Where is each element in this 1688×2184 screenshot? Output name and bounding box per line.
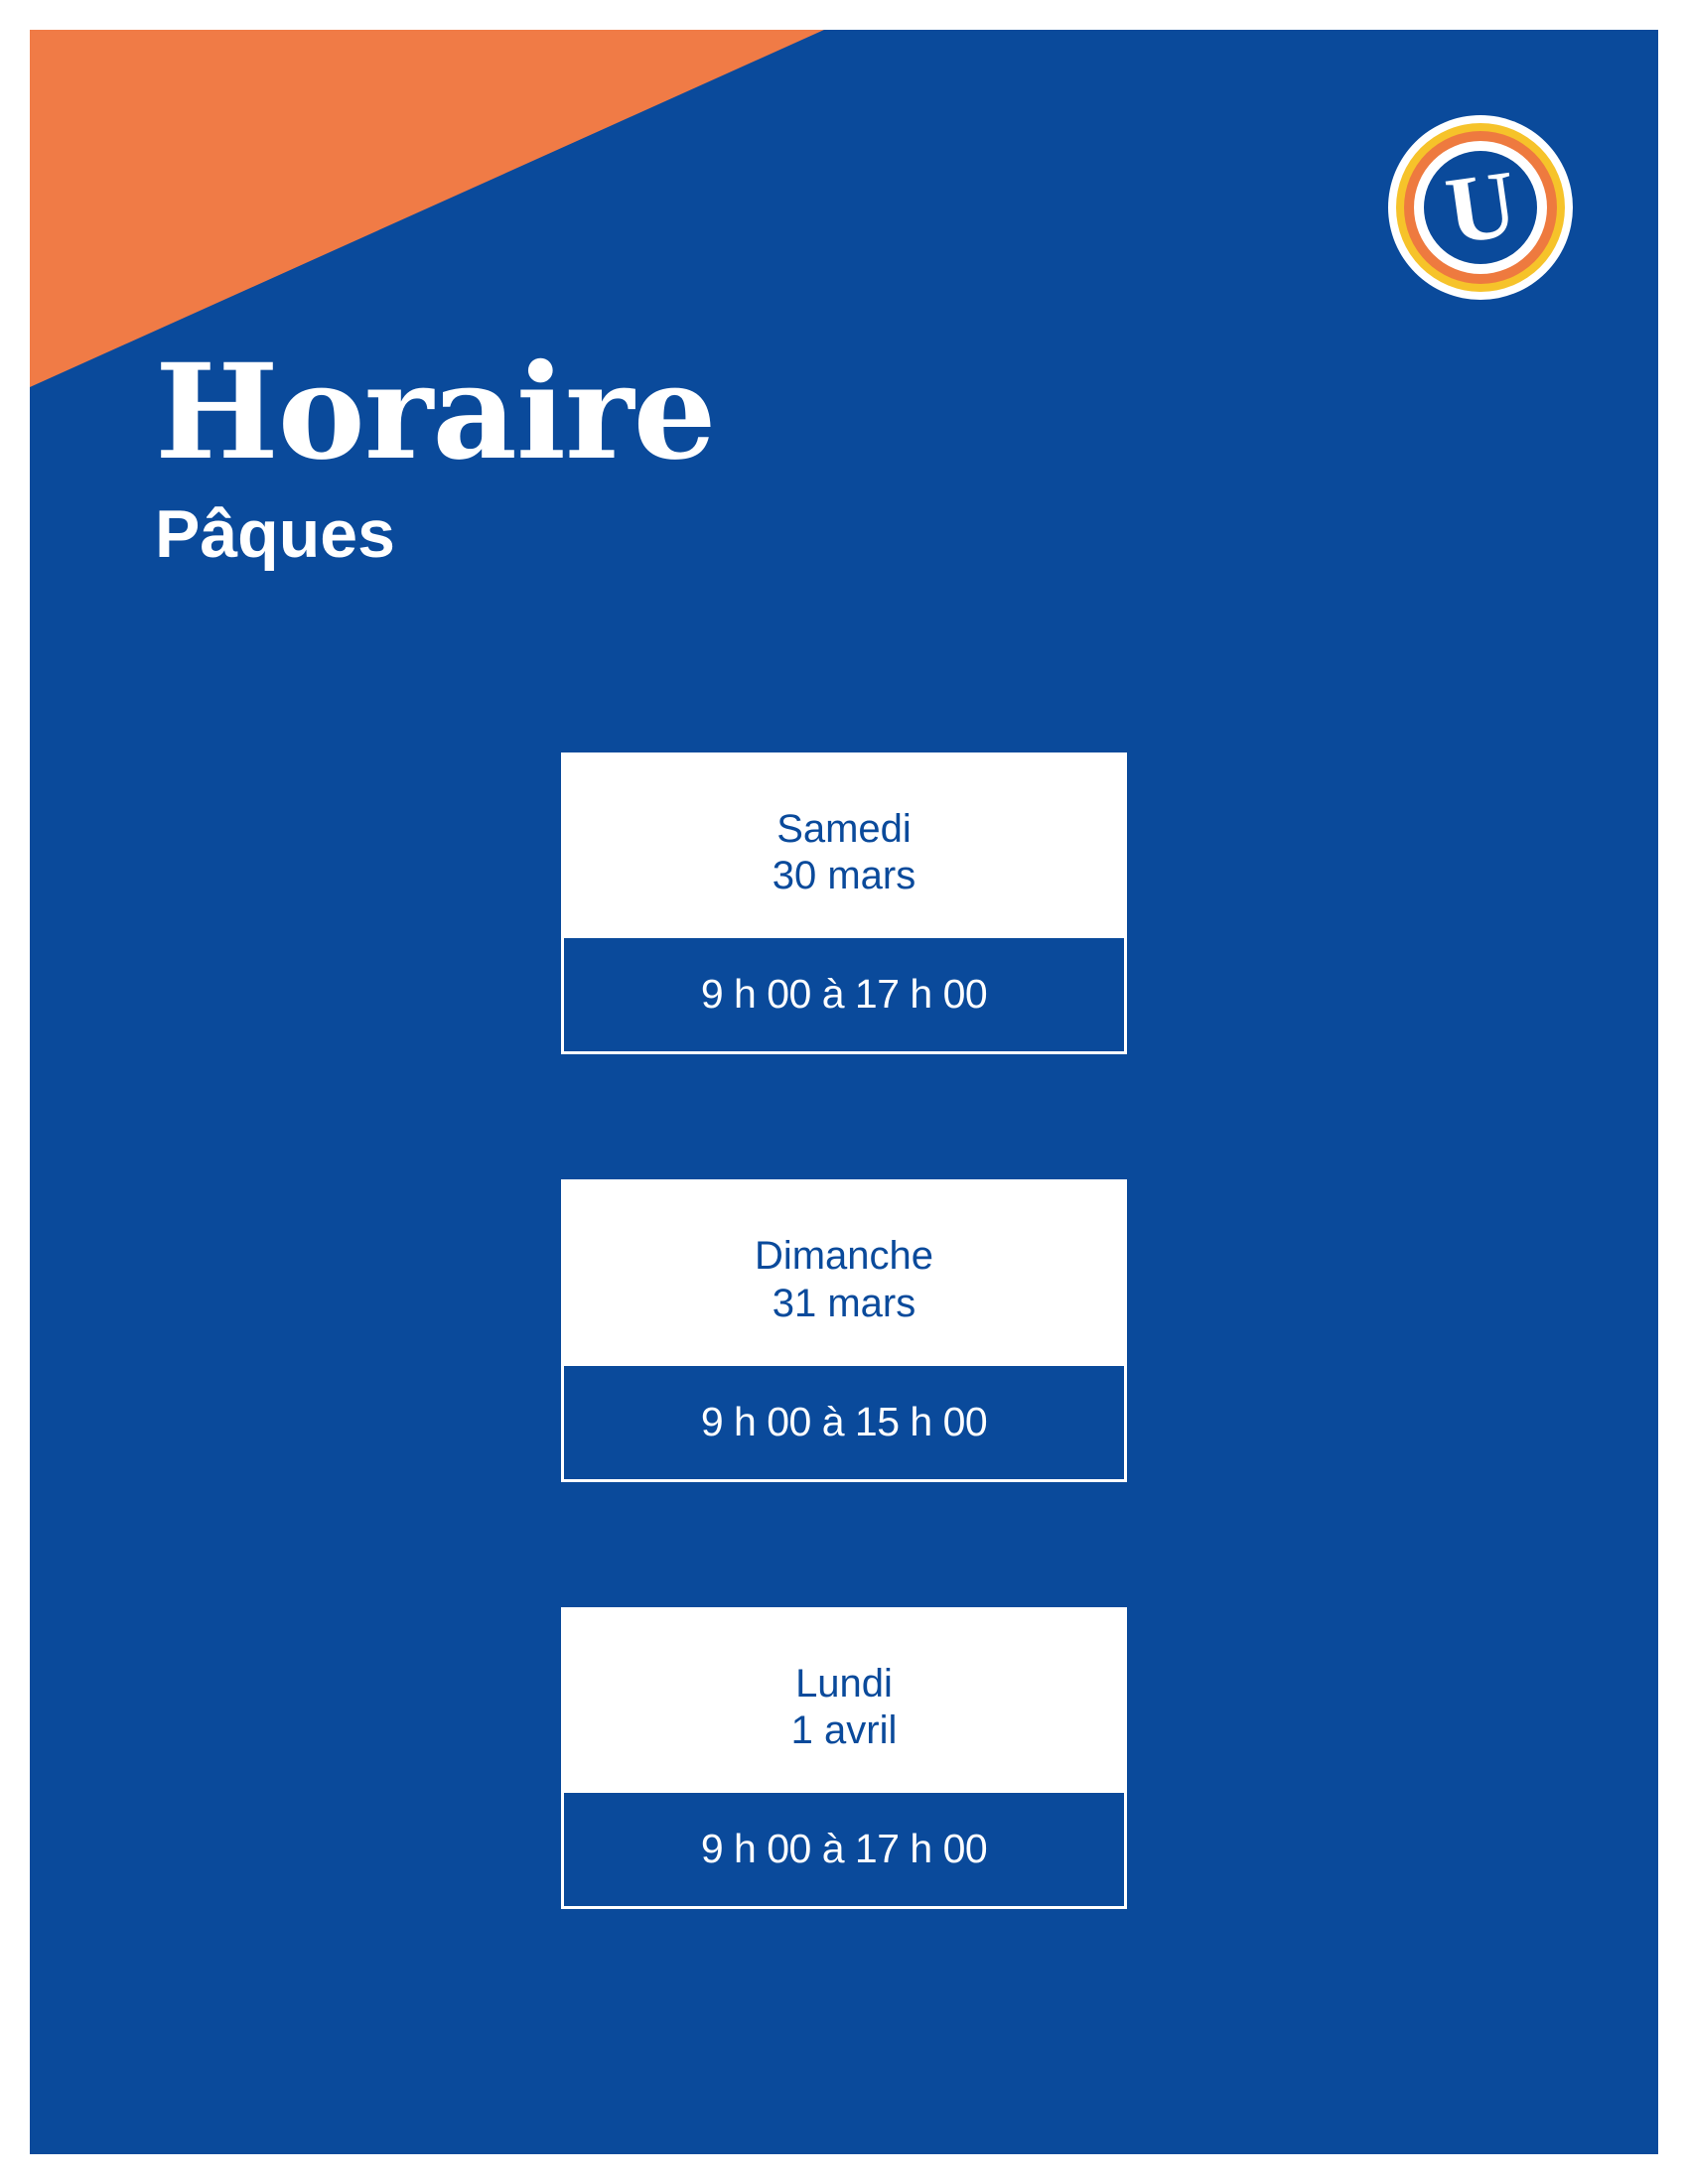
schedule-day-date: 30 mars: [772, 854, 916, 898]
schedule-hours: 9 h 00 à 17 h 00: [561, 935, 1127, 1054]
schedule-list: [30, 752, 1658, 1909]
orange-triangle-shape: [30, 30, 824, 387]
schedule-day-name: Dimanche: [754, 1234, 934, 1279]
brand-logo: [1388, 115, 1573, 300]
page-title: Horaire: [155, 336, 716, 489]
schedule-day-name: Lundi: [795, 1661, 893, 1706]
schedule-card-day-block: [561, 752, 1127, 935]
page-subtitle: Pâques: [155, 496, 395, 572]
schedule-card: [561, 752, 1127, 1054]
logo-letter-u: U: [1440, 149, 1521, 265]
title-block: [155, 336, 1148, 572]
schedule-day-date: 1 avril: [790, 1707, 898, 1752]
schedule-card-day-block: [561, 1607, 1127, 1790]
poster: [30, 30, 1658, 2154]
schedule-card-day-block: [561, 1179, 1127, 1362]
schedule-hours: 9 h 00 à 17 h 00: [561, 1790, 1127, 1909]
schedule-hours: 9 h 00 à 15 h 00: [561, 1363, 1127, 1482]
schedule-day-name: Samedi: [776, 807, 912, 851]
schedule-card: [561, 1607, 1127, 1909]
schedule-card: [561, 1179, 1127, 1481]
schedule-day-date: 31 mars: [772, 1281, 916, 1325]
